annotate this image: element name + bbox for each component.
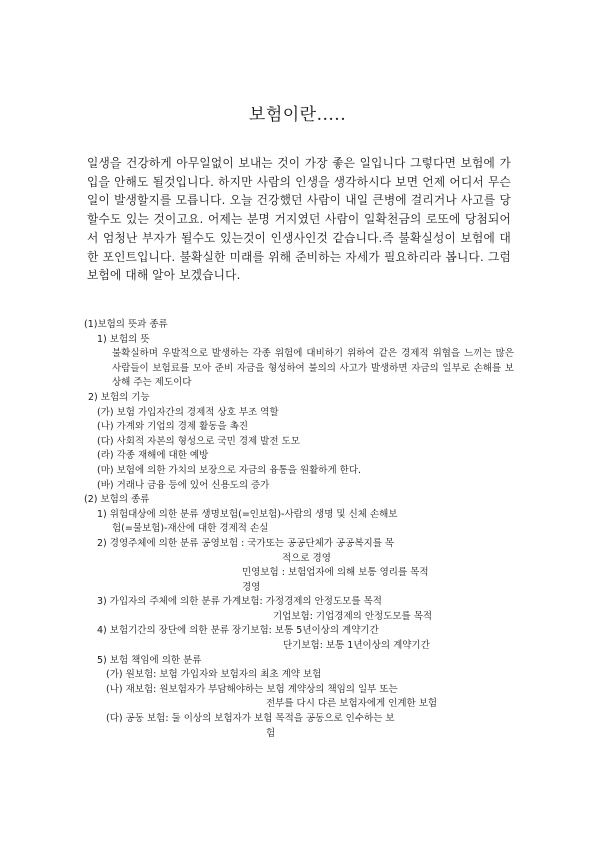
document-title: 보험이란..... <box>248 105 347 125</box>
section-1-2-heading: 2) 보험의 기능 <box>88 391 150 403</box>
function-item: (나) 가계와 기업의 경제 활동을 촉진 <box>97 421 248 433</box>
function-item: (라) 각종 재해에 대한 예방 <box>97 450 209 462</box>
section-1-heading: (1)보험의 뜻과 종류 <box>84 319 168 330</box>
category-1-line: 1) 위험대상에 의한 분류 생명보험(=인보험)-사람의 생명 및 신체 손해보 <box>97 508 398 520</box>
category-5-item: (가) 원보험: 보험 가입자와 보험자의 최초 계약 보험 <box>106 669 322 681</box>
function-item: (가) 보험 가입자간의 경제적 상호 부조 역할 <box>97 406 279 418</box>
category-2-line: 경영 <box>242 581 261 593</box>
intro-paragraph: 일생을 건강하게 아무일없이 보내는 것이 가장 좋은 일입니다 그렇다면 보험에 가입을 안해도 될것입니다. 하지만 사람의 인생을 생각하시다 보면 언제 어디서 무슨일이 발생할지를 모릅니다. 오늘 건강했던 사람이 내일 큰병에 걸리거나 사고를 당할수도 있는 것이고요. 어제는 분명 거지였던 사람이 일확천금의 로또에 당첨되어서 엄청난 부자가 될수도 있는것이 인생사인것 같습니다.즉 불확실성이 보험에 대한 포인트입니다. 불확실한 미래를 위해 준비하는 자세가 필요하리라 봅니다. 그럼 보험에 대해 알아 보겠습니다. <box>87 156 511 283</box>
category-5-item: 험 <box>266 727 276 739</box>
category-3-line: 기업보험: 기업경제의 안정도모를 목적 <box>273 610 433 622</box>
function-item: (다) 사회적 자본의 형성으로 국민 경제 발전 도모 <box>97 435 300 447</box>
category-3-line: 3) 가입자의 주체에 의한 분류 가계보험: 가정경제의 안정도모를 목적 <box>97 596 382 608</box>
category-2-line: 2) 경영주체에 의한 분류 공영보험 : 국가또는 공공단체가 공공복지를 목 <box>97 537 395 549</box>
outline-body <box>84 318 514 741</box>
category-5-item: (나) 재보험: 원보험자가 부담해야하는 보험 계약상의 책임의 일부 또는 <box>106 683 398 695</box>
section-1-1-heading: 1) 보험의 뜻 <box>97 333 150 345</box>
category-2-line: 적으로 경영 <box>282 552 331 564</box>
category-5-item: (다) 공동 보험: 둘 이상의 보험자가 보험 목적을 공동으로 인수하는 보 <box>106 713 395 725</box>
category-1-line: 험(=물보험)-재산에 대한 경제적 손실 <box>112 523 269 535</box>
category-4-line: 단기보험: 보통 1년이상의 계약기간 <box>283 640 430 652</box>
category-2-line: 민영보험 : 보험업자에 의해 보통 영리를 목적 <box>242 567 429 579</box>
section-2-heading: (2) 보험의 종류 <box>84 494 150 506</box>
category-5-heading: 5) 보험 책임에 의한 분류 <box>97 654 202 666</box>
category-4-line: 4) 보험기간의 장단에 의한 분류 장기보험: 보통 5년이상의 계약기간 <box>97 625 379 637</box>
function-item: (마) 보험에 의한 가치의 보장으로 자금의 융통을 원활하게 한다. <box>97 464 362 476</box>
category-5-item: 전부를 다시 다른 보험자에게 인계한 보험 <box>266 698 438 710</box>
section-1-1-body: 불확실하며 우발적으로 발생하는 각종 위험에 대비하기 위하여 같은 경제적 위협을 느끼는 많은 사람들이 보험료를 모아 준비 자금을 형성하여 불의의 사고가 발생하면 자금의 일부로 손해를 보상해 주는 제도이다 <box>112 348 514 389</box>
function-item: (바) 거래나 금융 등에 있어 신용도의 증가 <box>97 479 270 491</box>
